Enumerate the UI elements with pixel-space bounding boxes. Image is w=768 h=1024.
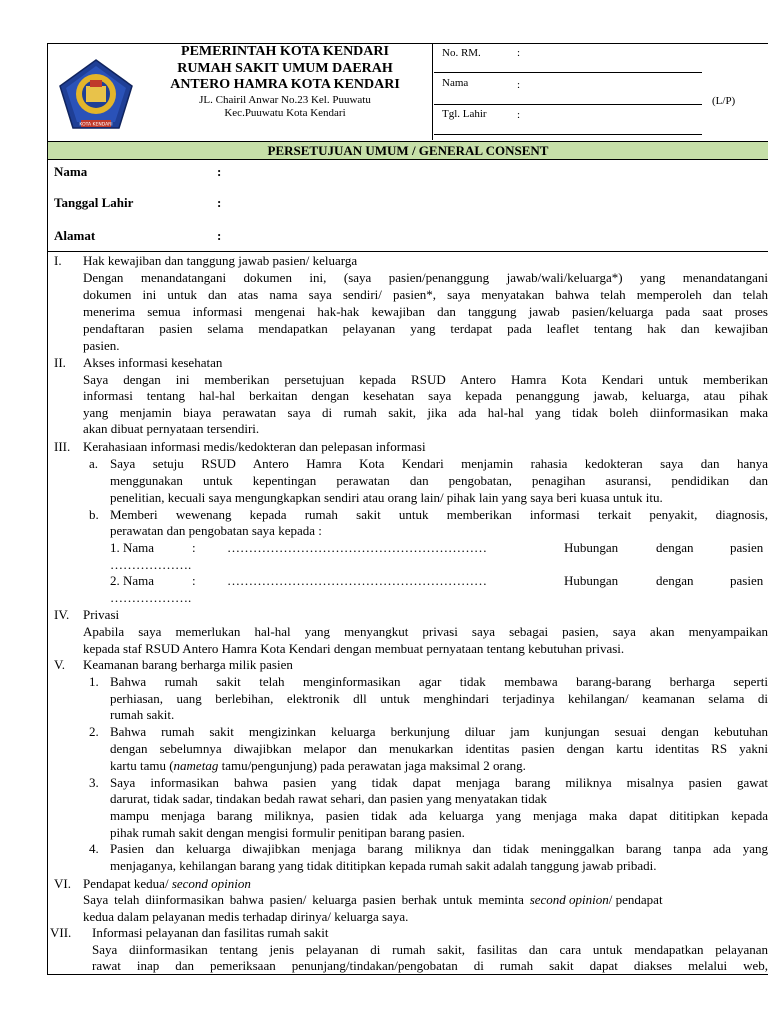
section-7-number: VII. [50, 925, 72, 940]
hospital-header [135, 44, 435, 121]
nominee-2-relation-field[interactable]: ………………. [110, 590, 192, 605]
section-2-line: Saya dengan ini memberikan persetujuan kepada RSUD Antero Hamra Kota Kendari untuk memberikan [83, 372, 768, 387]
section-1-line: dokumen ini untuk dan atas nama saya sendiri/ pasien*, saya menyatakan bahwa telah memperoleh dan telah [83, 287, 768, 302]
section-6-number: VI. [54, 876, 71, 891]
hospital-address-line2: Kec.Puuwatu Kota Kendari [224, 107, 346, 119]
section-3a-line: penelitian, kecuali saya mengungkapkan sendiri atau orang lain/ pihak lain yang saya beri kuasa untuk itu. [110, 490, 663, 505]
patient-dob-label: Tanggal Lahir [54, 195, 134, 210]
nominee-1-name-field[interactable]: …………………………………………………… [227, 540, 487, 555]
section-5-item-3-marker: 3. [89, 775, 99, 790]
patient-name-label: Nama [54, 164, 88, 179]
nominee-2-relation-label: Hubungan [564, 573, 619, 588]
section-3b-marker: b. [89, 507, 99, 522]
nominee-2-colon: : [192, 573, 196, 588]
section-5-item-2-line: Bahwa rumah sakit mengizinkan keluarga berkunjung diluar jam kunjungan sesuai dengan kebutuhan [110, 724, 768, 739]
section-4-line: kepada staf RSUD Antero Hamra Kota Kendari dengan membuat pernyataan tentang kebutuhan privasi. [83, 641, 625, 656]
section-5-item-1-marker: 1. [89, 674, 99, 689]
section-6-line [83, 892, 768, 909]
section-5-item-3-line: pihak rumah sakit dengan mengisi formulir penitipan barang pasien. [110, 825, 465, 840]
section-5-number: V. [54, 657, 65, 672]
rm-colon: : [517, 47, 521, 59]
kartu-tamu-rest: tamu/pengunjung) pada perawatan jaga maksimal 2 orang. [218, 758, 526, 773]
section-2-line: akan dibuat pernyataan tersendiri. [83, 421, 260, 436]
section-5-item-3-line: Saya informasikan bahwa pasien yang tidak dapat menjaga barang miliknya misalnya pasien gawat [110, 775, 768, 790]
nominee-1-relation-label: Hubungan [564, 540, 619, 555]
section-5-item-4-marker: 4. [89, 841, 99, 856]
patient-address-colon: : [217, 228, 222, 243]
government-name: PEMERINTAH KOTA KENDARI [181, 44, 389, 59]
section-6-line-italic: second opinion [529, 892, 609, 907]
fields-divider [48, 251, 768, 252]
section-5-item-4-line: Pasien dan keluarga diwajibkan menjaga barang miliknya dan tidak meninggalkan barang tanpa ada yang [110, 841, 768, 856]
section-4-title: Privasi [83, 607, 120, 622]
section-5-item-3-line: darurat, tidak sadar, tindakan bedah rawat sehari, dan pasien yang menyatakan tidak [110, 791, 547, 806]
section-3a-line: menggunakan untuk kepentingan perawatan dan pengobatan, penagihan asuransi, pendidikan dan [110, 473, 768, 488]
logo-text: KOTA KENDARI [79, 122, 113, 128]
nominee-1-colon: : [192, 540, 196, 555]
section-7-title: Informasi pelayanan dan fasilitas rumah sakit [92, 925, 329, 940]
section-3a-marker: a. [89, 456, 99, 471]
city-emblem-logo [58, 58, 134, 130]
nametag-text: nametag [173, 758, 219, 773]
rm-label: No. RM. [442, 47, 481, 59]
section-3b-line: perawatan dan pengobatan saya kepada : [110, 523, 322, 538]
hospital-name-line2: ANTERO HAMRA KOTA KENDARI [170, 77, 400, 92]
section-1-title: Hak kewajiban dan tanggung jawab pasien/ keluarga [83, 253, 358, 268]
patient-address-label: Alamat [54, 228, 96, 243]
section-1-line: pasien. [83, 338, 120, 353]
hospital-name-line1: RUMAH SAKIT UMUM DAERAH [177, 60, 393, 76]
nominee-2-relation-label: pasien [730, 573, 764, 588]
kartu-tamu-text: kartu tamu ( [110, 758, 174, 773]
section-6-title-italic: second opinion [171, 876, 251, 891]
section-2-title: Akses informasi kesehatan [83, 355, 223, 370]
section-5-item-1-line: rumah sakit. [110, 707, 175, 722]
section-4-line: Apabila saya memerlukan hal-hal yang menyangkut privasi saya sebagai pasien, saya akan menyampaikan [83, 624, 768, 639]
nominee-1-relation-field[interactable]: ………………. [110, 557, 192, 572]
nominee-2-label: 2. Nama [110, 573, 155, 588]
nominee-1-label: 1. Nama [110, 540, 155, 555]
nominee-1-relation-label: dengan [656, 540, 694, 555]
nominee-2-relation-label: dengan [656, 573, 694, 588]
section-2-line: yang menjamin biaya perawatan saya di rumah sakit, jika ada hal-hal yang tidak boleh diinformasikan maka [83, 405, 768, 420]
section-5-item-1-line: perhiasan, uang berlebihan, elektronik dll untuk menghindari terjadinya kehilangan/ keamanan selama di [110, 691, 768, 706]
hospital-address-line1: JL. Chairil Anwar No.23 Kel. Puuwatu [199, 93, 371, 106]
rm-input-line[interactable] [434, 72, 702, 73]
section-5-title: Keamanan barang berharga milik pasien [83, 657, 293, 672]
section-3b-line: Memberi wewenang kepada rumah sakit untuk memberikan informasi terkait penyakit, diagnosis, [110, 507, 768, 522]
section-5-item-2-line: dengan sebelumnya diwajibkan melapor dan menukarkan identitas pasien dengan kartu identitas RS yakni [110, 741, 768, 756]
section-1-line: pendaftaran pasien selama mendapatkan pelayanan yang terdapat pada leaflet tentang hak dan kewajiban [83, 321, 768, 336]
dob-label: Tgl. Lahir [442, 108, 487, 120]
section-6-title-text: Pendapat kedua/ [83, 876, 172, 891]
section-3-title: Kerahasiaan informasi medis/kedokteran dan pelepasan informasi [83, 439, 426, 454]
section-1-line: Dengan menandatangani dokumen ini, (saya pasien/penanggung jawab/wali/keluarga*) yang menandatangani [83, 270, 768, 285]
section-6-title [83, 876, 251, 893]
section-7-line: rawat inap dan pemeriksaan penunjang/tindakan/pengobatan di rumah sakit dapat diakses melalui web, [92, 958, 768, 973]
section-1-number: I. [54, 253, 62, 268]
dob-colon: : [517, 109, 521, 121]
nominee-1-relation-label: pasien [730, 540, 764, 555]
section-5-item-4-line: menjaganya, kehilangan barang yang tidak dititipkan kepada rumah sakit adalah tanggung jawab pribadi. [110, 858, 657, 873]
section-7-line: Saya diinformasikan tentang jenis pelayanan di rumah sakit, fasilitas dan cara untuk mendapatkan pelayanan [92, 942, 768, 957]
section-5-item-2-marker: 2. [89, 724, 99, 739]
section-6-line: kedua dalam pelayanan medis terhadap dirinya/ keluarga saya. [83, 909, 409, 924]
form-title: PERSETUJUAN UMUM / GENERAL CONSENT [48, 141, 768, 160]
id-name-input-line[interactable] [434, 104, 702, 105]
nominee-2-name-field[interactable]: …………………………………………………… [227, 573, 487, 588]
section-5-item-3-line: mampu menjaga barang miliknya, pasien tidak ada keluarga yang menjaga maka dapat dititipkan kepada [110, 808, 768, 823]
section-2-line: informasi tentang hal-hal berkaitan dengan kesehatan saya kepada penanggung jawab, keluarga, atau pihak [83, 388, 768, 403]
dob-input-line[interactable] [434, 134, 702, 135]
patient-dob-colon: : [217, 195, 222, 210]
id-name-colon: : [517, 79, 521, 91]
section-4-number: IV. [54, 607, 70, 622]
section-3a-line: Saya setuju RSUD Antero Hamra Kota Kendari menjamin rahasia kedokteran saya dan hanya [110, 456, 768, 471]
patient-name-colon: : [217, 164, 222, 179]
section-2-number: II. [54, 355, 66, 370]
section-3-number: III. [54, 439, 71, 454]
section-5-item-1-line: Bahwa rumah sakit telah menginformasikan agar tidak membawa barang-barang berharga seperti [110, 674, 768, 689]
section-5-item-2-line [110, 758, 526, 775]
section-6-line-a: Saya telah diinformasikan bahwa pasien/ keluarga pasien berhak untuk meminta [83, 892, 530, 907]
gender-label: (L/P) [712, 95, 736, 107]
id-name-label: Nama [442, 77, 469, 89]
section-1-line: menerima semua informasi mengenai hak-hak kewajiban dan tanggung jawab pasien/keluarga pada saat proses [83, 304, 768, 319]
section-6-line-c: / pendapat [608, 892, 663, 907]
